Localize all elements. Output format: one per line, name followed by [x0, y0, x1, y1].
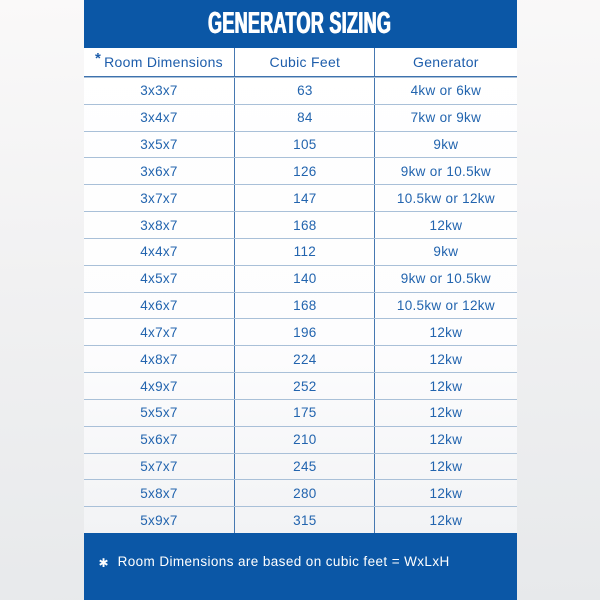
- table-row: [84, 265, 517, 292]
- table-row: [84, 184, 517, 211]
- table-row: [84, 453, 517, 480]
- room-dimensions-cell: 5x8x7: [84, 480, 236, 506]
- table-row: [84, 426, 517, 453]
- room-dimensions-cell: 3x8x7: [84, 212, 236, 238]
- generator-sizing-panel: [84, 0, 517, 600]
- generator-cell: 7kw or 9kw: [410, 110, 482, 126]
- generator-sizing-table: [84, 48, 517, 533]
- cubic-feet-cell: 252: [235, 373, 375, 399]
- page-title: GENERATOR SIZING: [208, 6, 392, 41]
- table-row: [84, 372, 517, 399]
- room-dimensions-cell: 4x9x7: [84, 373, 236, 399]
- cubic-feet-cell: 126: [235, 158, 375, 184]
- header-asterisk-marker: *: [94, 49, 102, 67]
- header-generator: Generator: [413, 54, 479, 70]
- table-row: [84, 211, 517, 238]
- cubic-feet-cell: 196: [235, 319, 375, 345]
- generator-cell: 12kw: [429, 485, 463, 501]
- cubic-feet-cell: 105: [235, 132, 375, 158]
- generator-cell: 12kw: [429, 324, 463, 340]
- generator-cell: 9kw: [433, 244, 459, 260]
- room-dimensions-cell: 3x3x7: [84, 78, 236, 104]
- room-dimensions-cell: 3x4x7: [84, 105, 236, 131]
- room-dimensions-cell: 5x5x7: [84, 400, 236, 426]
- table-row: [84, 157, 517, 184]
- table-header-row: [84, 48, 517, 77]
- table-row: [84, 292, 517, 319]
- cubic-feet-cell: 112: [235, 239, 375, 265]
- room-dimensions-cell: 5x7x7: [84, 454, 236, 480]
- footer-note: Room Dimensions are based on cubic feet = WxLxH: [117, 554, 450, 569]
- generator-cell: 12kw: [429, 351, 463, 367]
- cubic-feet-cell: 315: [235, 507, 375, 533]
- generator-cell: 4kw or 6kw: [410, 83, 482, 99]
- cubic-feet-cell: 63: [235, 78, 375, 104]
- cubic-feet-cell: 168: [235, 293, 375, 319]
- room-dimensions-cell: 4x5x7: [84, 266, 236, 292]
- generator-cell: 10.5kw or 12kw: [396, 190, 495, 206]
- room-dimensions-cell: 4x6x7: [84, 293, 236, 319]
- cubic-feet-cell: 280: [235, 480, 375, 506]
- generator-cell: 12kw: [429, 459, 463, 474]
- room-dimensions-cell: 3x5x7: [84, 132, 236, 158]
- generator-cell: 12kw: [429, 378, 463, 394]
- room-dimensions-cell: 5x6x7: [84, 427, 236, 453]
- cubic-feet-cell: 210: [235, 427, 375, 453]
- header-room-dimensions: [84, 48, 236, 76]
- header-room-dimensions-label: Room Dimensions: [104, 54, 223, 70]
- room-dimensions-cell: 4x8x7: [84, 346, 236, 372]
- table-row: [84, 345, 517, 372]
- cubic-feet-cell: 168: [235, 212, 375, 238]
- generator-cell: 12kw: [429, 512, 463, 528]
- generator-cell: 12kw: [429, 217, 463, 233]
- generator-cell: 10.5kw or 12kw: [396, 298, 495, 314]
- asterisk-icon: ✱: [98, 555, 109, 570]
- table-row: [84, 506, 517, 533]
- table-row: [84, 318, 517, 345]
- room-dimensions-cell: 4x7x7: [84, 319, 236, 345]
- room-dimensions-cell: 5x9x7: [84, 507, 236, 533]
- generator-cell: 9kw: [433, 137, 459, 153]
- cubic-feet-cell: 140: [235, 266, 375, 292]
- cubic-feet-cell: 175: [235, 400, 375, 426]
- generator-cell: 12kw: [429, 405, 463, 421]
- title-banner: [84, 0, 517, 48]
- table-row: [84, 104, 517, 131]
- room-dimensions-cell: 3x7x7: [84, 185, 236, 211]
- cubic-feet-cell: 245: [235, 454, 375, 480]
- header-cubic-feet: Cubic Feet: [235, 48, 375, 76]
- room-dimensions-cell: 3x6x7: [84, 158, 236, 184]
- table-row: [84, 479, 517, 506]
- cubic-feet-cell: 224: [235, 346, 375, 372]
- table-row: [84, 131, 517, 158]
- cubic-feet-cell: 147: [235, 185, 375, 211]
- table-row: [84, 399, 517, 426]
- footer-note-band: [84, 533, 517, 600]
- room-dimensions-cell: 4x4x7: [84, 239, 236, 265]
- cubic-feet-cell: 84: [235, 105, 375, 131]
- generator-cell: 12kw: [429, 432, 463, 448]
- table-row: [84, 238, 517, 265]
- generator-cell: 9kw or 10.5kw: [400, 271, 491, 287]
- generator-cell: 9kw or 10.5kw: [400, 163, 491, 179]
- table-row: [84, 77, 517, 104]
